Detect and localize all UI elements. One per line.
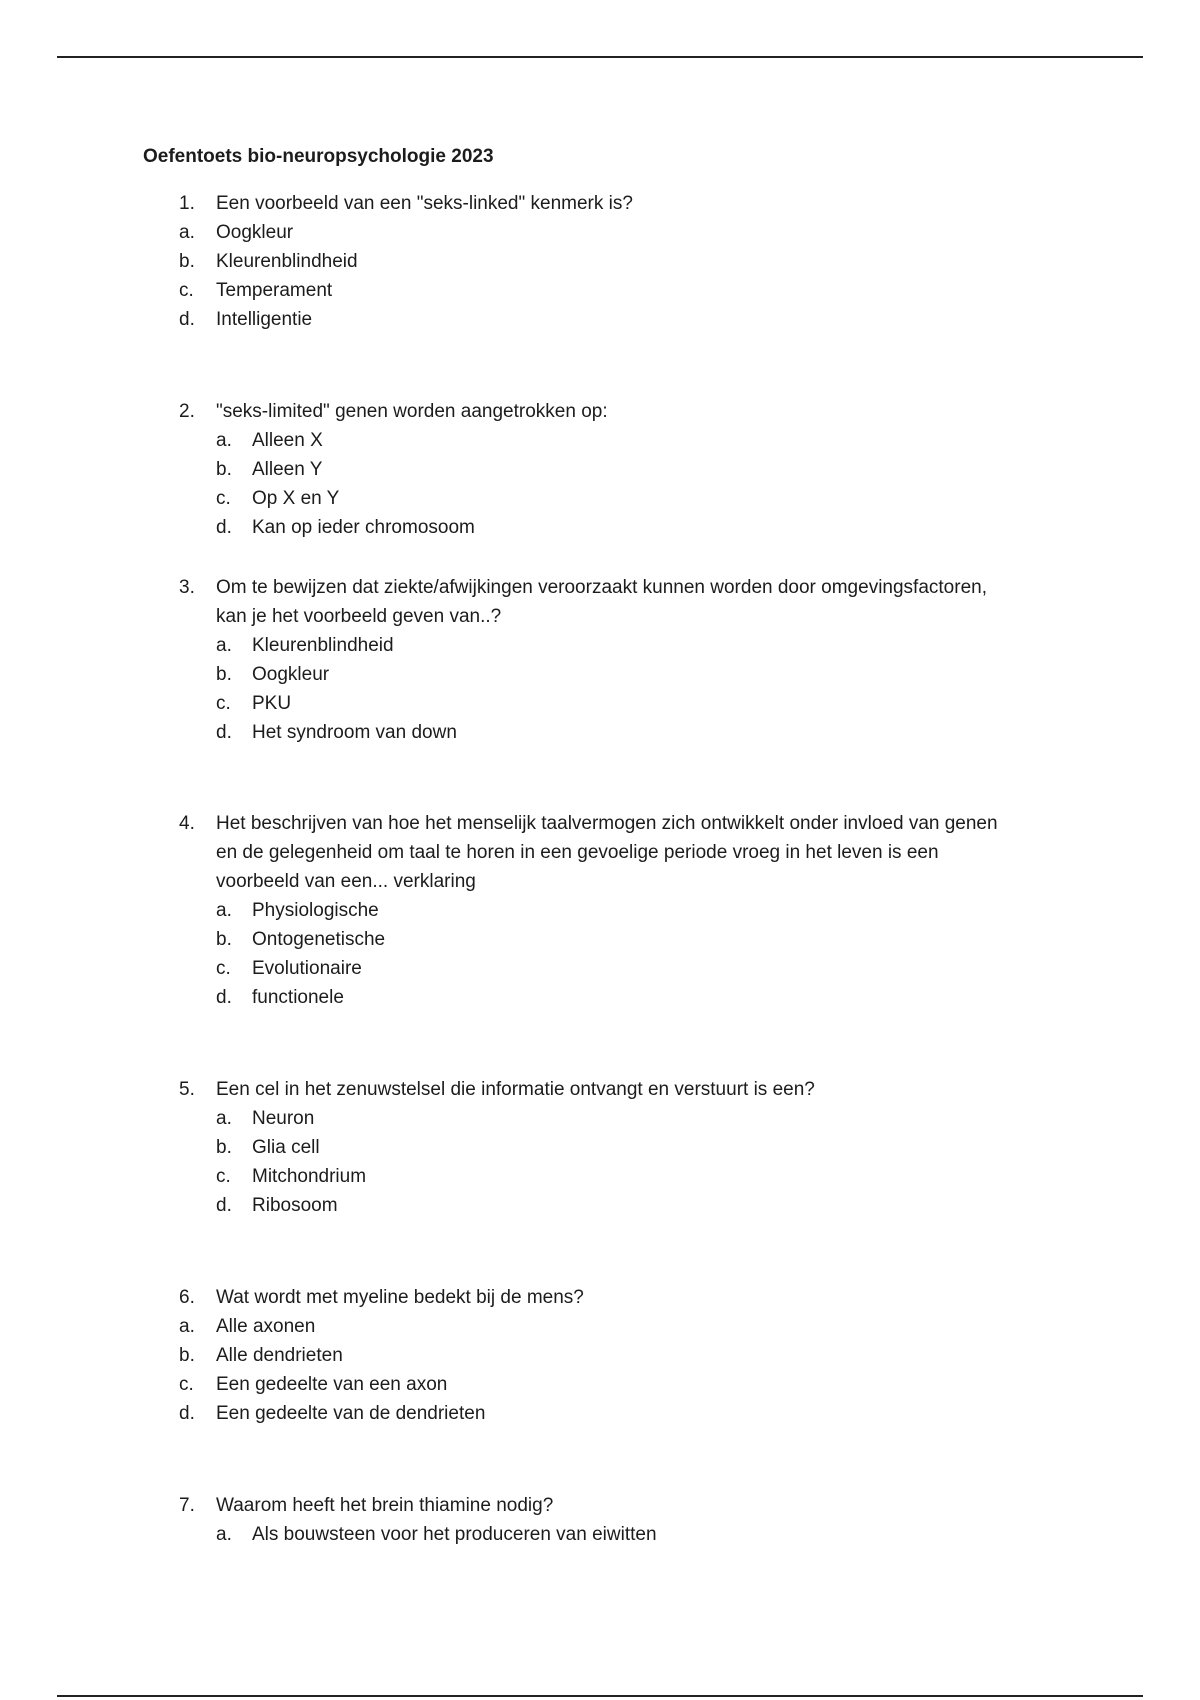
option-letter: a. <box>216 900 232 921</box>
option-text: Kleurenblindheid <box>252 635 394 656</box>
option-letter: a. <box>179 222 195 243</box>
option-text: Kan op ieder chromosoom <box>252 517 475 538</box>
option-text: Kleurenblindheid <box>216 251 358 272</box>
option-letter: c. <box>216 958 231 979</box>
question-number: 2. <box>179 401 195 422</box>
option-text: Oogkleur <box>252 664 330 685</box>
option-letter: b. <box>216 929 232 950</box>
option-letter: b. <box>216 1137 232 1158</box>
question-text: Een voorbeeld van een "seks-linked" kenmerk is? <box>216 193 633 214</box>
option-letter: a. <box>216 1108 232 1129</box>
option-letter: c. <box>216 1166 231 1187</box>
question-number: 4. <box>179 813 195 834</box>
option-text: Physiologische <box>252 900 379 921</box>
option-text: Intelligentie <box>216 309 313 330</box>
option-text: Temperament <box>216 280 333 301</box>
question-text: voorbeeld van een... verklaring <box>216 871 476 892</box>
question-text: kan je het voorbeeld geven van..? <box>216 606 502 627</box>
option-text: Alle dendrieten <box>216 1345 343 1366</box>
option-text: Als bouwsteen voor het produceren van eiwitten <box>252 1524 657 1545</box>
question-number: 3. <box>179 577 195 598</box>
option-letter: c. <box>179 1374 194 1395</box>
option-letter: a. <box>216 635 232 656</box>
option-text: Mitchondrium <box>252 1166 367 1187</box>
option-letter: a. <box>216 430 232 451</box>
option-letter: c. <box>216 488 231 509</box>
option-letter: d. <box>216 987 232 1008</box>
option-text: Ontogenetische <box>252 929 386 950</box>
option-text: PKU <box>252 693 292 714</box>
option-letter: d. <box>179 1403 195 1424</box>
option-letter: a. <box>216 1524 232 1545</box>
option-text: Neuron <box>252 1108 315 1129</box>
option-text: Een gedeelte van een axon <box>216 1374 448 1395</box>
option-letter: d. <box>216 722 232 743</box>
option-text: Glia cell <box>252 1137 320 1158</box>
question-text: "seks-limited" genen worden aangetrokken op: <box>216 401 608 422</box>
question-number: 7. <box>179 1495 195 1516</box>
option-letter: b. <box>179 251 195 272</box>
option-letter: c. <box>216 693 231 714</box>
option-letter: b. <box>216 459 232 480</box>
option-letter: d. <box>179 309 195 330</box>
header-rule <box>57 56 1143 58</box>
option-text: Op X en Y <box>252 488 340 509</box>
footer-rule <box>57 1695 1143 1697</box>
option-text: Ribosoom <box>252 1195 338 1216</box>
question-text: Waarom heeft het brein thiamine nodig? <box>216 1495 554 1516</box>
option-text: functionele <box>252 987 344 1008</box>
question-text: Wat wordt met myeline bedekt bij de mens? <box>216 1287 584 1308</box>
question-number: 5. <box>179 1079 195 1100</box>
option-letter: a. <box>179 1316 195 1337</box>
question-text: Het beschrijven van hoe het menselijk taalvermogen zich ontwikkelt onder invloed van genen <box>216 813 998 834</box>
question-text: Een cel in het zenuwstelsel die informatie ontvangt en verstuurt is een? <box>216 1079 815 1100</box>
option-letter: c. <box>179 280 194 301</box>
option-text: Een gedeelte van de dendrieten <box>216 1403 486 1424</box>
option-letter: b. <box>179 1345 195 1366</box>
option-text: Alleen Y <box>252 459 323 480</box>
option-letter: d. <box>216 1195 232 1216</box>
question-number: 6. <box>179 1287 195 1308</box>
option-text: Evolutionaire <box>252 958 362 979</box>
option-text: Het syndroom van down <box>252 722 457 743</box>
question-text: en de gelegenheid om taal te horen in een gevoelige periode vroeg in het leven is een <box>216 842 939 863</box>
question-number: 1. <box>179 193 195 214</box>
option-letter: b. <box>216 664 232 685</box>
option-text: Alle axonen <box>216 1316 316 1337</box>
option-text: Alleen X <box>252 430 323 451</box>
option-text: Oogkleur <box>216 222 294 243</box>
option-letter: d. <box>216 517 232 538</box>
document-title: Oefentoets bio-neuropsychologie 2023 <box>143 146 494 167</box>
question-text: Om te bewijzen dat ziekte/afwijkingen veroorzaakt kunnen worden door omgevingsfactoren, <box>216 577 987 598</box>
